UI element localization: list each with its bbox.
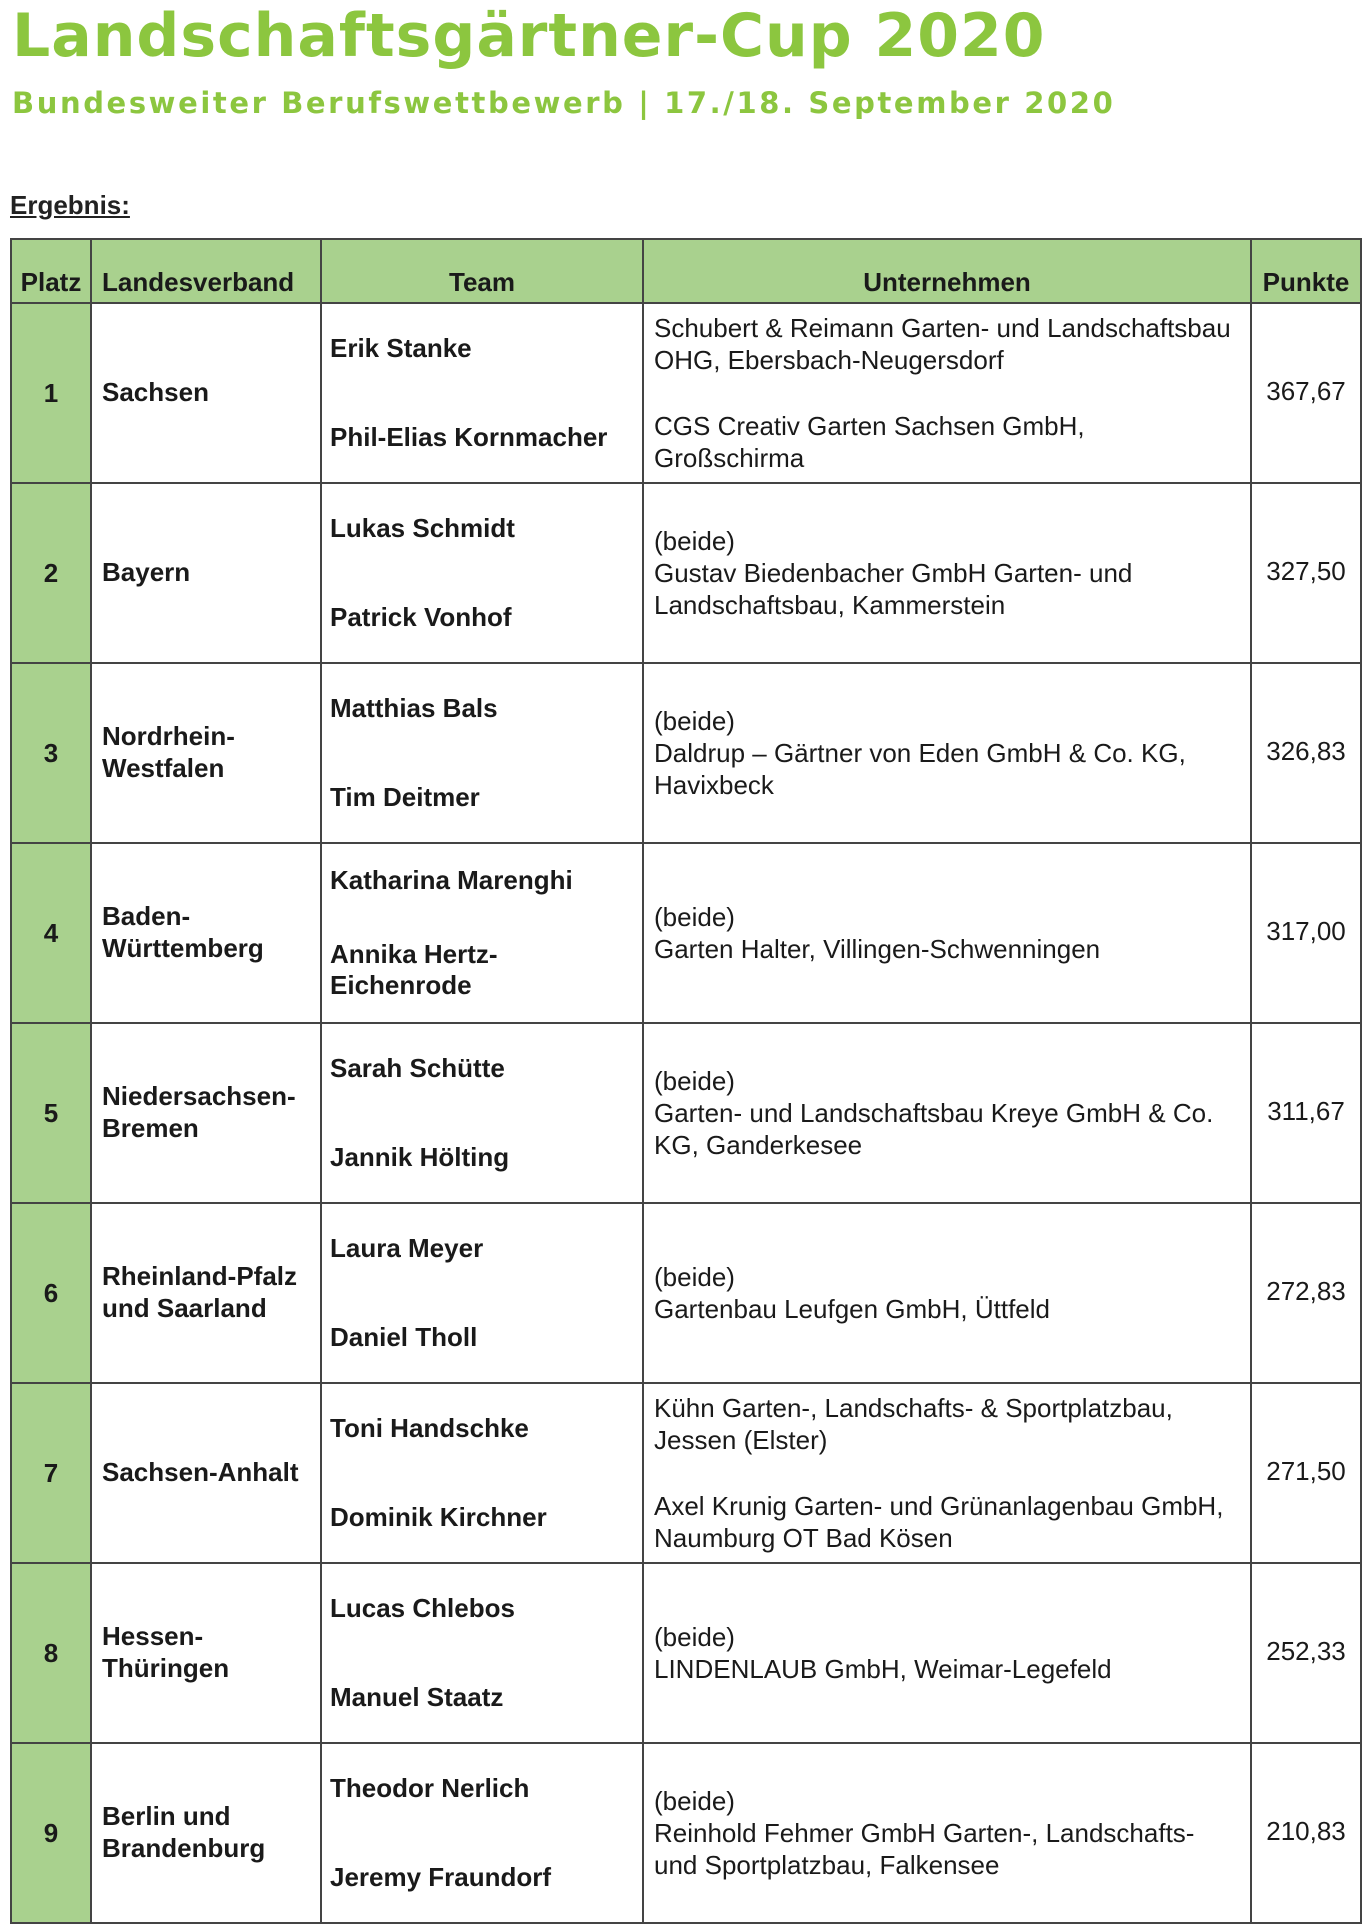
team-member: Lucas Chlebos [330,1592,515,1623]
unternehmen-cell [643,1203,1251,1383]
platz-cell: 2 [11,483,91,663]
landesverband-text: Berlin und Brandenburg [102,1801,266,1863]
platz-cell: 3 [11,663,91,843]
company-text: Kühn Garten-, Landschafts- & Sportplatzbau, Jessen (Elster) [654,1392,1173,1455]
platz-cell: 8 [11,1563,91,1743]
landesverband-text: Baden- Württemberg [102,901,264,963]
landesverband-cell [91,1203,321,1383]
team-member: Annika Hertz- Eichenrode [330,938,498,1000]
landesverband-cell [91,663,321,843]
landesverband-cell [91,1563,321,1743]
team-cell [321,1023,643,1203]
team-cell [321,483,643,663]
platz-cell: 4 [11,843,91,1023]
team-member: Jeremy Fraundorf [330,1861,552,1892]
column-header-landesverband: Landesverband [91,239,321,303]
punkte-cell: 210,83 [1251,1743,1361,1923]
team-cell [321,1743,643,1923]
column-header-punkte: Punkte [1251,239,1361,303]
team-member: Katharina Marenghi [330,865,573,896]
page-title: Landschaftsgärtner-Cup 2020 [12,1,1046,71]
company-text: (beide) Daldrup – Gärtner von Eden GmbH & Co. KG, Havixbeck [654,705,1186,801]
team-member: Toni Handschke [330,1412,529,1443]
punkte-cell: 252,33 [1251,1563,1361,1743]
company-text: Axel Krunig Garten- und Grünanlagenbau GmbH, Naumburg OT Bad Kösen [654,1491,1224,1554]
platz-cell: 1 [11,303,91,483]
punkte-cell: 272,83 [1251,1203,1361,1383]
unternehmen-cell [643,663,1251,843]
table-body [11,303,1361,1923]
punkte-cell: 311,67 [1251,1023,1361,1203]
team-member: Matthias Bals [330,692,498,723]
landesverband-cell [91,483,321,663]
landesverband-text: Nordrhein- Westfalen [102,721,235,783]
landesverband-text: Sachsen [102,377,209,408]
results-table [10,238,1362,1924]
punkte-cell: 327,50 [1251,483,1361,663]
column-header-platz: Platz [11,239,91,303]
punkte-cell: 271,50 [1251,1383,1361,1563]
team-member: Theodor Nerlich [330,1772,530,1803]
platz-cell: 6 [11,1203,91,1383]
table-row [11,1743,1361,1923]
team-cell [321,1383,643,1563]
table-header-row [11,239,1361,303]
punkte-cell: 367,67 [1251,303,1361,483]
company-text: (beide) Gustav Biedenbacher GmbH Garten- und Landschaftsbau, Kammerstein [654,525,1133,621]
unternehmen-cell [643,1563,1251,1743]
table-row [11,1203,1361,1383]
team-cell [321,303,643,483]
team-member: Lukas Schmidt [330,512,515,543]
table-row [11,303,1361,483]
company-text: (beide) Garten- und Landschaftsbau Kreye GmbH & Co. KG, Ganderkesee [654,1065,1214,1161]
unternehmen-cell [643,1023,1251,1203]
table-row [11,1563,1361,1743]
table-row [11,663,1361,843]
landesverband-cell [91,1023,321,1203]
table-row [11,843,1361,1023]
team-cell [321,1563,643,1743]
team-member: Laura Meyer [330,1232,484,1263]
unternehmen-cell [643,303,1251,483]
punkte-cell: 317,00 [1251,843,1361,1023]
team-member: Erik Stanke [330,332,472,363]
team-cell [321,663,643,843]
landesverband-text: Bayern [102,557,191,588]
unternehmen-cell [643,1743,1251,1923]
unternehmen-cell [643,1383,1251,1563]
punkte-cell: 326,83 [1251,663,1361,843]
platz-cell: 5 [11,1023,91,1203]
landesverband-text: Sachsen-Anhalt [102,1457,299,1488]
unternehmen-cell [643,843,1251,1023]
company-text: (beide) Garten Halter, Villingen-Schwenningen [654,901,1101,964]
team-cell [321,843,643,1023]
table-row [11,1383,1361,1563]
landesverband-cell [91,1743,321,1923]
company-text: (beide) LINDENLAUB GmbH, Weimar-Legefeld [654,1621,1112,1684]
platz-cell: 9 [11,1743,91,1923]
team-member: Tim Deitmer [330,781,480,812]
landesverband-cell [91,843,321,1023]
team-cell [321,1203,643,1383]
column-header-team: Team [321,239,643,303]
platz-cell: 7 [11,1383,91,1563]
page-subtitle: Bundesweiter Berufswettbewerb | 17./18. September 2020 [12,86,1116,120]
unternehmen-cell [643,483,1251,663]
company-text: (beide) Reinhold Fehmer GmbH Garten-, Landschafts- und Sportplatzbau, Falkensee [654,1785,1195,1881]
table-row [11,483,1361,663]
landesverband-cell [91,303,321,483]
company-text: (beide) Gartenbau Leufgen GmbH, Üttfeld [654,1261,1051,1324]
company-text: CGS Creativ Garten Sachsen GmbH, Großschirma [654,411,1085,474]
result-label: Ergebnis: [10,190,130,220]
team-member: Patrick Vonhof [330,601,512,632]
landesverband-text: Hessen- Thüringen [102,1621,230,1683]
team-member: Dominik Kirchner [330,1501,547,1532]
team-member: Sarah Schütte [330,1052,505,1083]
landesverband-cell [91,1383,321,1563]
team-member: Jannik Hölting [330,1141,510,1172]
team-member: Phil-Elias Kornmacher [330,421,608,452]
landesverband-text: Rheinland-Pfalz und Saarland [102,1261,298,1323]
table-row [11,1023,1361,1203]
landesverband-text: Niedersachsen- Bremen [102,1081,296,1143]
company-text: Schubert & Reimann Garten- und Landschaftsbau OHG, Ebersbach-Neugersdorf [654,312,1231,375]
column-header-unternehmen: Unternehmen [643,239,1251,303]
team-member: Daniel Tholl [330,1321,478,1352]
team-member: Manuel Staatz [330,1681,504,1712]
